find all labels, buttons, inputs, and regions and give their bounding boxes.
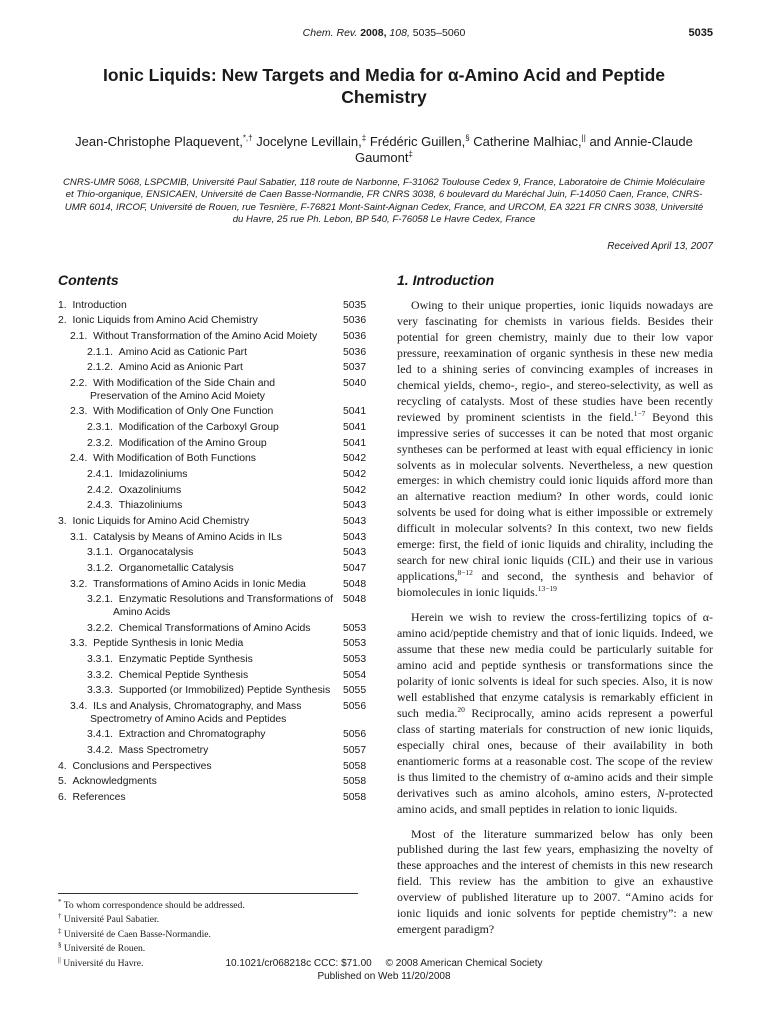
toc-entry-label: 3.2. Transformations of Amino Acids in Ionic Media (70, 578, 306, 590)
author-affiliation-mark: || (581, 133, 586, 143)
toc-entry-page: 5047 (343, 563, 367, 575)
toc-entry-page: 5040 (343, 378, 367, 390)
toc-entry[interactable] (58, 405, 373, 421)
toc-entry[interactable] (58, 728, 373, 744)
contents-heading: Contents (58, 272, 119, 288)
toc-entry[interactable] (58, 577, 373, 593)
journal-pages: 5035–5060 (412, 27, 466, 39)
toc-entry[interactable] (58, 562, 373, 578)
footnote-mark: * (58, 898, 62, 906)
toc-entry-page: 5043 (343, 516, 367, 528)
toc-entry-page: 5048 (343, 594, 367, 606)
footnote-text: To whom correspondence should be addressed. (61, 900, 245, 912)
footnote (58, 940, 358, 954)
table-of-contents (58, 298, 373, 806)
toc-entry-page: 5053 (343, 622, 367, 634)
toc-entry[interactable] (58, 759, 373, 775)
footnote-mark: ‡ (58, 926, 62, 935)
footnote-mark: § (58, 941, 62, 950)
toc-entry-label: 2.4.3. Thiazoliniums (87, 500, 183, 512)
footnote-mark: † (58, 912, 62, 921)
toc-entry-page: 5037 (343, 362, 367, 374)
author-list (70, 134, 698, 166)
journal-year: 2008, (360, 27, 387, 39)
paragraph: Owing to their unique properties, ionic liquids nowadays are very fascinating for chemists in various fields. Besides their potential for green chemistry, mainly due to their low vapor pressure, reexamination of organic synthesis in these new media led to a shining series of convincing examples of increases in chemical yields, chemo-, regio-, and stereo-selectivity, as well as recycling of catalysts. Most of these studies have been recently reviewed by prominent scientists in the field.$^{1-7}$ Beyond this impressive series of successes it can be noted that most organic syntheses can be performed at least with equal efficiency in ionic solvents as in molecular solvents. Nevertheless, a new question emerges: in which chemistry could ionic liquids afford more than an alternative reaction medium? In other words, could ionic solvents be used for doing what is either impossible or extremely difficult in molecular solvents? In this context, two new fields emerge: first, the field of ionic liquids and chirality, including the search for new chiral ionic liquids (CIL) and their use in various applications,$^{8-12}$ and second, the synthesis and behavior of biomolecules in ionic liquids.$^{13-19}$ (397, 298, 713, 600)
toc-entry-label: 2.1.2. Amino Acid as Anionic Part (87, 362, 243, 374)
toc-entry-label: 3.4.1. Extraction and Chromatography (87, 729, 266, 741)
author-name: Jean-Christophe Plaquevent, (75, 134, 243, 149)
toc-entry-label: 2.1.1. Amino Acid as Cationic Part (87, 346, 247, 358)
toc-entry-page: 5057 (343, 744, 367, 756)
toc-entry[interactable] (58, 345, 373, 361)
toc-entry-label: 6. References (58, 792, 126, 804)
introduction-body (397, 298, 713, 947)
toc-entry-label: 2.2. With Modification of the Side Chain and Preservation of the Amino Acid Moiety (70, 378, 276, 402)
author-affiliation-mark: ‡ (408, 149, 413, 159)
introduction-heading: 1. Introduction (397, 272, 495, 288)
toc-entry[interactable] (58, 499, 373, 515)
author-affiliation-mark: *,† (242, 133, 253, 143)
paragraph: Most of the literature summarized below has only been published during the last few years, emphasizing the novelty of these approaches and the interest of chemists in this new research field. This review has the ambition to give an exhaustive overview of published literature up to 2007. “Amino acids for ionic liquids and ionic solvents for peptide chemistry”: a new emergent paradigm? (397, 826, 713, 937)
toc-entry[interactable] (58, 652, 373, 668)
toc-entry-label: 2.4.2. Oxazoliniums (87, 484, 182, 496)
author-name: Jocelyne Levillain, (256, 134, 362, 149)
page-number: 5035 (688, 27, 713, 39)
toc-entry-label: 3.3. Peptide Synthesis in Ionic Media (70, 638, 244, 650)
toc-entry-label: 2.4.1. Imidazoliniums (87, 468, 188, 480)
toc-entry[interactable] (58, 775, 373, 791)
toc-entry[interactable] (58, 743, 373, 759)
toc-entry[interactable] (58, 329, 373, 345)
author-affiliation-mark: § (465, 133, 470, 143)
toc-entry-page: 5048 (343, 578, 367, 590)
toc-entry[interactable] (58, 593, 373, 621)
toc-entry-page: 5036 (343, 346, 367, 358)
toc-entry-label: 2.3.1. Modification of the Carboxyl Group (87, 421, 279, 433)
footnote-text: Université de Rouen. (61, 943, 146, 955)
toc-entry-page: 5042 (343, 484, 367, 496)
toc-entry[interactable] (58, 483, 373, 499)
journal-name: Chem. Rev. (302, 27, 358, 39)
toc-entry[interactable] (58, 546, 373, 562)
toc-entry-page: 5041 (343, 406, 367, 418)
footnote-mark: || (58, 955, 61, 964)
toc-entry-page: 5035 (343, 299, 367, 311)
citation-ref[interactable]: 20 (457, 704, 465, 714)
toc-entry-page: 5056 (343, 701, 367, 713)
toc-entry-label: 4. Conclusions and Perspectives (58, 760, 212, 772)
footnote-text: Université du Havre. (60, 958, 144, 970)
toc-entry[interactable] (58, 314, 373, 330)
toc-entry-label: 1. Introduction (58, 299, 127, 311)
affiliations: CNRS-UMR 5068, LSPCMIB, Université Paul Sabatier, 118 route de Narbonne, F-31062 Toulouse Cedex 9, France, Laboratoire de Chimie Moléculaire et Thio-organique, ENSICAEN, Université de Caen Basse-Normandie, FR CNRS 3038, 6 boulevard du Maréchal Juin, F-14050 Caen, France, CNRS-UMR 6014, IRCOF, Université de Rouen, rue Tesnière, F-76821 Mont-Saint-Aignan Cedex, France, and URCOM, EA 3221 FR CNRS 3038, Université du Havre, 25 rue Ph. Lebon, BP 540, F-76058 Le Havre Cedex, France (62, 177, 706, 225)
toc-entry[interactable] (58, 637, 373, 653)
footnote-text: Université Paul Sabatier. (61, 914, 160, 926)
paragraph: Herein we wish to review the cross-fertilizing topics of α-amino acid/peptide chemistry and that of ionic liquids. Indeed, we assume that these new media could be particularly suitable for amino acid and peptide synthesis or transformations since the polarity of ionic solvents is ideal for such species. Also, it is now well established that enzyme catalysis is remarkably efficient in such media.$^{20}$ Reciprocally, amino acids represent a powerful class of starting materials for construction of new ionic liquids, especially chiral ones, because of their availability in both enantiomeric forms at a reasonable cost. The scope of the review is thus limited to the chemistry of α-amino acids and their simple derivatives such as amino alcohols, amino esters, N-protected amino acids, and small peptides in relation to ionic liquids. (397, 610, 714, 816)
toc-entry[interactable] (58, 668, 373, 684)
toc-entry-label: 3.3.3. Supported (or Immobilized) Peptide Synthesis (87, 685, 331, 697)
citation-ref[interactable]: 8−12 (457, 568, 473, 578)
toc-entry-label: 3.2.2. Chemical Transformations of Amino Acids (87, 622, 311, 634)
page-footer (0, 957, 768, 983)
toc-entry-page: 5042 (343, 453, 367, 465)
toc-entry-label: 2.3.2. Modification of the Amino Group (87, 437, 267, 449)
doi: 10.1021/cr068218c CCC: $71.00 (225, 958, 372, 969)
toc-entry-page: 5036 (343, 330, 367, 342)
footnote-text: Université de Caen Basse-Normandie. (61, 929, 211, 941)
toc-entry-label: 3.4. ILs and Analysis, Chromatography, and Mass Spectrometry of Amino Acids and Peptides (70, 701, 302, 725)
received-date: Received April 13, 2007 (607, 241, 713, 252)
footnote (58, 926, 358, 940)
toc-entry-page: 5054 (343, 669, 367, 681)
toc-entry[interactable] (58, 700, 373, 728)
toc-entry[interactable] (58, 298, 373, 314)
toc-entry-label: 3.1.2. Organometallic Catalysis (87, 563, 234, 575)
author-name: Frédéric Guillen, (369, 134, 466, 149)
author-name: and (589, 134, 612, 149)
citation-ref[interactable]: 1−7 (633, 408, 646, 418)
italic-text: N (656, 785, 665, 800)
toc-entry[interactable] (58, 790, 373, 806)
toc-entry-label: 3.2.1. Enzymatic Resolutions and Transformations of Amino Acids (87, 594, 334, 618)
author-affiliation-mark: ‡ (361, 133, 367, 143)
toc-entry[interactable] (58, 452, 373, 468)
footnote (58, 911, 358, 925)
toc-entry-page: 5042 (343, 468, 367, 480)
journal-volume: 108, (389, 27, 410, 39)
toc-entry-label: 5. Acknowledgments (58, 776, 157, 788)
toc-entry-page: 5036 (343, 315, 367, 327)
copyright: © 2008 American Chemical Society (385, 958, 543, 969)
article-title: Ionic Liquids: New Targets and Media for α-Amino Acid and Peptide Chemistry (102, 65, 666, 107)
toc-entry-page: 5058 (343, 792, 367, 804)
toc-entry-label: 3.3.1. Enzymatic Peptide Synthesis (87, 654, 253, 666)
toc-entry-label: 3.1. Catalysis by Means of Amino Acids in ILs (70, 531, 282, 543)
toc-entry-page: 5053 (343, 638, 367, 650)
toc-entry-page: 5041 (343, 421, 367, 433)
toc-entry-page: 5043 (343, 500, 367, 512)
toc-entry[interactable] (58, 514, 373, 530)
toc-entry[interactable] (58, 684, 373, 700)
running-header (0, 27, 768, 39)
published-date: Published on Web 11/20/2008 (317, 971, 451, 982)
toc-entry-page: 5055 (343, 685, 367, 697)
toc-entry[interactable] (58, 467, 373, 483)
toc-entry-page: 5041 (343, 437, 367, 449)
footnote (58, 897, 358, 911)
toc-entry-page: 5043 (343, 547, 367, 559)
toc-entry[interactable] (58, 530, 373, 546)
author-name: Catherine Malhiac, (473, 134, 582, 149)
toc-entry-page: 5058 (343, 776, 367, 788)
toc-entry-label: 2.4. With Modification of Both Functions (70, 453, 256, 465)
toc-entry-page: 5043 (343, 531, 367, 543)
toc-entry[interactable] (58, 420, 373, 436)
toc-entry-label: 2. Ionic Liquids from Amino Acid Chemistry (58, 315, 258, 327)
toc-entry-label: 3. Ionic Liquids for Amino Acid Chemistry (58, 516, 250, 528)
toc-entry-label: 2.1. Without Transformation of the Amino Acid Moiety (70, 330, 318, 342)
author-name: Annie-Claude Gaumont (355, 134, 693, 165)
toc-entry[interactable] (58, 376, 373, 404)
toc-entry-page: 5053 (343, 654, 367, 666)
toc-entry-page: 5056 (343, 729, 367, 741)
toc-entry-page: 5058 (343, 760, 367, 772)
toc-entry-label: 3.1.1. Organocatalysis (87, 547, 194, 559)
toc-entry-label: 3.3.2. Chemical Peptide Synthesis (87, 669, 249, 681)
toc-entry-label: 3.4.2. Mass Spectrometry (87, 744, 209, 756)
toc-entry[interactable] (58, 361, 373, 377)
toc-entry[interactable] (58, 436, 373, 452)
citation-ref[interactable]: 13−19 (537, 584, 557, 594)
toc-entry[interactable] (58, 621, 373, 637)
toc-entry-label: 2.3. With Modification of Only One Function (70, 406, 274, 418)
